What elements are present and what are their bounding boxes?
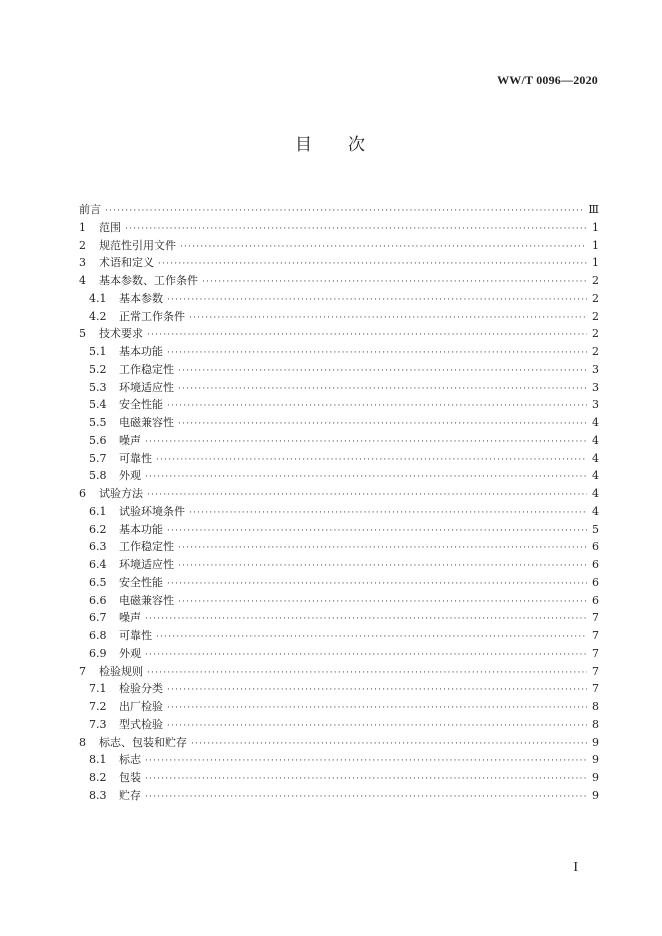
toc-entry[interactable] — [79, 379, 599, 397]
toc-leader-dots — [202, 274, 587, 292]
toc-entry-label: 基本参数、工作条件 — [99, 274, 198, 287]
toc-entry-page: 2 — [592, 274, 599, 287]
toc-entry-label: 贮存 — [119, 788, 141, 802]
toc-entry-number: 4 — [79, 274, 86, 287]
toc-entry-page: 7 — [592, 664, 599, 678]
toc-entry-page: 8 — [592, 717, 599, 731]
toc-leader-dots — [167, 700, 587, 718]
toc-leader-dots — [167, 523, 587, 541]
toc-entry-number: 6.1 — [89, 504, 107, 518]
table-of-contents — [79, 201, 599, 805]
toc-leader-dots — [145, 771, 587, 789]
toc-entry[interactable] — [79, 609, 599, 627]
toc-entry-page: 4 — [592, 416, 599, 429]
toc-entry-label: 试验环境条件 — [119, 504, 185, 518]
toc-entry-number: 2 — [79, 238, 86, 252]
toc-leader-dots — [147, 327, 587, 345]
toc-entry[interactable] — [79, 680, 599, 698]
toc-leader-dots — [105, 203, 584, 221]
toc-entry-page: 6 — [592, 540, 599, 554]
toc-leader-dots — [145, 611, 587, 629]
toc-entry-label: 安全性能 — [119, 575, 163, 589]
toc-entry[interactable] — [79, 361, 599, 379]
toc-entry-number: 8.3 — [89, 788, 107, 802]
toc-entry[interactable] — [79, 769, 599, 787]
toc-entry-label: 技术要求 — [99, 327, 143, 341]
toc-entry-page: 6 — [592, 558, 599, 571]
toc-leader-dots — [167, 345, 587, 363]
toc-entry-label: 可靠性 — [119, 629, 152, 642]
toc-entry-page: 4 — [592, 487, 599, 500]
toc-entry-label: 基本参数 — [119, 291, 163, 305]
toc-entry-page: 1 — [592, 256, 599, 270]
toc-entry-label: 外观 — [119, 646, 141, 660]
toc-entry-number: 5.3 — [89, 380, 107, 394]
toc-entry-page: 1 — [592, 220, 599, 234]
toc-entry-label: 安全性能 — [119, 398, 163, 412]
toc-leader-dots — [156, 452, 587, 470]
toc-leader-dots — [191, 736, 587, 754]
toc-entry-number: 8.1 — [89, 753, 107, 767]
toc-entry-page: 7 — [592, 646, 599, 660]
toc-entry-number: 6.4 — [89, 558, 107, 571]
toc-entry-label: 范围 — [99, 220, 121, 234]
toc-entry-label: 电磁兼容性 — [119, 416, 174, 429]
toc-leader-dots — [167, 292, 587, 310]
toc-entry-number: 8.2 — [89, 771, 107, 784]
toc-entry-page: 9 — [592, 753, 599, 767]
toc-entry-label: 环境适应性 — [119, 380, 174, 394]
toc-entry-label: 环境适应性 — [119, 558, 174, 571]
toc-entry-page: 9 — [592, 771, 599, 784]
toc-leader-dots — [125, 221, 587, 239]
toc-leader-dots — [167, 398, 587, 416]
toc-leader-dots — [178, 416, 587, 434]
toc-entry-page: Ⅲ — [588, 203, 599, 216]
toc-entry[interactable] — [79, 663, 599, 681]
toc-entry-number: 1 — [79, 220, 86, 234]
toc-entry[interactable] — [79, 521, 599, 539]
toc-entry-page: 7 — [592, 682, 599, 696]
toc-leader-dots — [167, 718, 587, 736]
toc-entry[interactable] — [79, 734, 599, 752]
toc-entry-page: 1 — [592, 238, 599, 252]
toc-entry-label: 前言 — [79, 203, 101, 216]
toc-entry[interactable] — [79, 574, 599, 592]
toc-entry-label: 噪声 — [119, 611, 141, 625]
toc-entry[interactable] — [79, 538, 599, 556]
toc-entry-page: 6 — [592, 575, 599, 589]
toc-entry-number: 5.1 — [89, 345, 107, 358]
toc-entry-label: 标志 — [119, 753, 141, 767]
toc-leader-dots — [167, 576, 587, 594]
toc-leader-dots — [178, 363, 587, 381]
toc-entry-number: 6 — [79, 487, 86, 500]
toc-leader-dots — [145, 789, 587, 807]
toc-entry-number: 6.5 — [89, 575, 107, 589]
toc-entry[interactable] — [79, 645, 599, 663]
toc-entry[interactable] — [79, 396, 599, 414]
toc-entry[interactable] — [79, 503, 599, 521]
toc-entry-label: 检验分类 — [119, 682, 163, 696]
toc-entry[interactable] — [79, 698, 599, 716]
toc-entry-label: 正常工作条件 — [119, 309, 185, 323]
toc-entry-number: 5.5 — [89, 416, 107, 429]
toc-entry-label: 标志、包装和贮存 — [99, 735, 187, 749]
toc-entry-page: 2 — [592, 345, 599, 358]
toc-entry[interactable] — [79, 432, 599, 450]
toc-leader-dots — [178, 558, 587, 576]
toc-entry[interactable] — [79, 716, 599, 734]
title-char-2: 次 — [348, 135, 367, 155]
toc-entry[interactable] — [79, 308, 599, 326]
title-char-1: 目 — [295, 135, 314, 155]
toc-entry-page: 7 — [592, 611, 599, 625]
toc-entry-number: 6.3 — [89, 540, 107, 554]
toc-entry-number: 4.1 — [89, 291, 107, 305]
toc-entry-page: 4 — [592, 469, 599, 483]
toc-entry-page: 9 — [592, 788, 599, 802]
page-title — [0, 130, 662, 155]
toc-entry[interactable] — [79, 219, 599, 237]
page-number: I — [573, 860, 578, 875]
toc-entry-number: 5.4 — [89, 398, 107, 412]
toc-entry-page: 4 — [592, 504, 599, 518]
toc-entry-label: 噪声 — [119, 433, 141, 447]
toc-entry-label: 电磁兼容性 — [119, 593, 174, 607]
toc-leader-dots — [147, 487, 587, 505]
toc-entry-page: 6 — [592, 593, 599, 607]
toc-entry-label: 工作稳定性 — [119, 540, 174, 554]
toc-entry-label: 术语和定义 — [99, 256, 154, 270]
toc-entry[interactable] — [79, 272, 599, 290]
toc-entry[interactable] — [79, 751, 599, 769]
toc-entry-page: 2 — [592, 327, 599, 341]
toc-entry-number: 4.2 — [89, 309, 107, 323]
toc-entry-page: 4 — [592, 433, 599, 447]
toc-leader-dots — [189, 310, 587, 328]
toc-entry-number: 5.8 — [89, 469, 107, 483]
toc-entry-number: 5.7 — [89, 451, 107, 465]
toc-entry[interactable] — [79, 450, 599, 468]
toc-entry[interactable] — [79, 485, 599, 503]
toc-entry-number: 3 — [79, 256, 86, 270]
toc-entry[interactable] — [79, 201, 599, 219]
toc-entry-page: 9 — [592, 735, 599, 749]
toc-entry-page: 8 — [592, 700, 599, 713]
toc-entry-label: 试验方法 — [99, 487, 143, 500]
toc-entry[interactable] — [79, 414, 599, 432]
toc-entry-number: 7 — [79, 664, 86, 678]
toc-entry-number: 8 — [79, 735, 86, 749]
toc-entry-page: 2 — [592, 291, 599, 305]
toc-leader-dots — [145, 469, 587, 487]
toc-leader-dots — [167, 682, 587, 700]
toc-entry-label: 型式检验 — [119, 717, 163, 731]
toc-entry[interactable] — [79, 325, 599, 343]
toc-entry-label: 包装 — [119, 771, 141, 784]
toc-leader-dots — [180, 239, 587, 257]
toc-entry-number: 6.6 — [89, 593, 107, 607]
toc-leader-dots — [145, 434, 587, 452]
toc-entry-number: 7.2 — [89, 700, 107, 713]
toc-entry-page: 5 — [592, 522, 599, 536]
toc-entry-label: 出厂检验 — [119, 700, 163, 713]
toc-entry[interactable] — [79, 627, 599, 645]
toc-entry[interactable] — [79, 343, 599, 361]
toc-entry[interactable] — [79, 592, 599, 610]
toc-leader-dots — [178, 540, 587, 558]
toc-entry-label: 可靠性 — [119, 451, 152, 465]
toc-leader-dots — [147, 665, 587, 683]
toc-entry-number: 7.3 — [89, 717, 107, 731]
toc-leader-dots — [158, 256, 587, 274]
toc-leader-dots — [156, 629, 587, 647]
toc-entry-page: 7 — [592, 629, 599, 642]
toc-entry-page: 3 — [592, 362, 599, 376]
toc-entry-number: 5.6 — [89, 433, 107, 447]
toc-entry-page: 4 — [592, 451, 599, 465]
toc-entry-number: 6.7 — [89, 611, 107, 625]
toc-entry-number: 7.1 — [89, 682, 107, 696]
toc-entry-page: 3 — [592, 380, 599, 394]
toc-entry[interactable] — [79, 556, 599, 574]
toc-leader-dots — [145, 753, 587, 771]
toc-entry[interactable] — [79, 787, 599, 805]
toc-leader-dots — [145, 647, 587, 665]
toc-leader-dots — [189, 505, 587, 523]
toc-leader-dots — [178, 381, 587, 399]
toc-entry[interactable] — [79, 290, 599, 308]
toc-entry-label: 检验规则 — [99, 664, 143, 678]
toc-entry[interactable] — [79, 237, 599, 255]
toc-entry[interactable] — [79, 467, 599, 485]
toc-entry-number: 5.2 — [89, 362, 107, 376]
standard-code: WW/T 0096—2020 — [497, 73, 598, 87]
toc-entry-number: 6.9 — [89, 646, 107, 660]
toc-entry-page: 3 — [592, 398, 599, 412]
toc-entry-label: 规范性引用文件 — [99, 238, 176, 252]
toc-entry-label: 工作稳定性 — [119, 362, 174, 376]
toc-entry-label: 基本功能 — [119, 522, 163, 536]
toc-entry-label: 外观 — [119, 469, 141, 483]
toc-entry-page: 2 — [592, 309, 599, 323]
toc-leader-dots — [178, 594, 587, 612]
toc-entry-label: 基本功能 — [119, 345, 163, 358]
toc-entry-number: 5 — [79, 327, 86, 341]
toc-entry-number: 6.8 — [89, 629, 107, 642]
toc-entry[interactable] — [79, 254, 599, 272]
toc-entry-number: 6.2 — [89, 522, 107, 536]
